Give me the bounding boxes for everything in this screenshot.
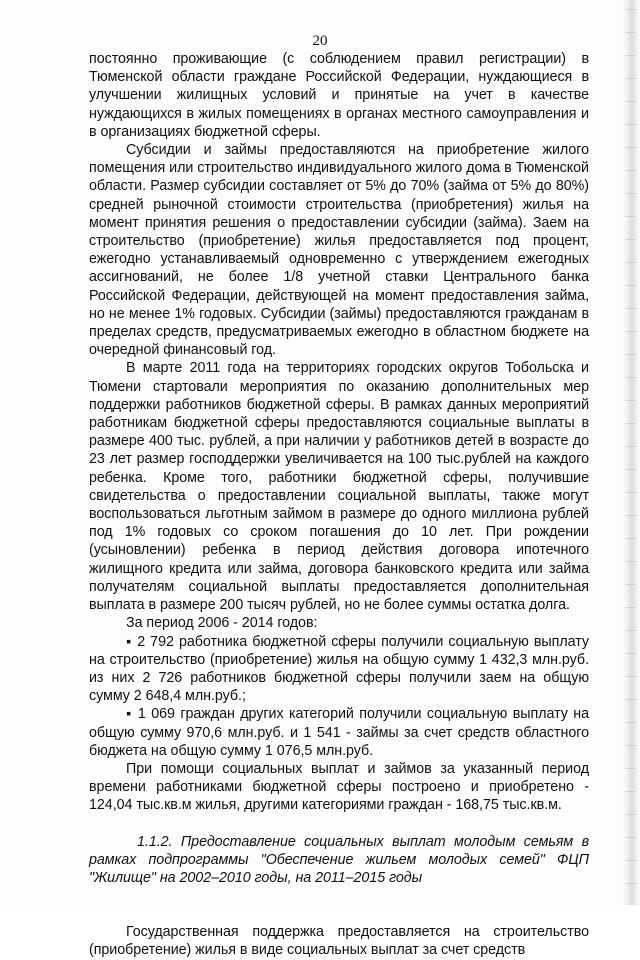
section-heading: 1.1.2. Предоставление социальных выплат молодым семьям в рамках подпрограммы "Обеспечение жильем молодых семей" ФЦП "Жилище" на 2002–2010 годы, на 2011–2015 годы	[89, 833, 589, 886]
page-number: 20	[312, 33, 328, 49]
paragraph-results: При помощи социальных выплат и займов за указанный период времени работниками бюджетной сферы построено и приобретено - 124,04 тыс.кв.м жилья, другими категориями граждан - 168,75 тыс.кв.м.	[89, 760, 589, 814]
paragraph-subsidies: Субсидии и займы предоставляются на приобретение жилого помещения или строительство индивидуального жилого дома в Тюменской области. Размер субсидии составляет от 5% до 70% (займа от 5% до 80%) средней рыночной стоимости строительства (приобретения) жилья на момент принятия решения о предоставлении субсидии (займа). Заем на строительство (приобретение) жилья предоставляется под процент, ежегодно устанавливаемый одновременно с утверждением ежегодных ассигнований, не более 1/8 учетной ставки Центрального банка Российской Федерации, действующей на момент предоставления займа, но не менее 1% годовых. Субсидии (займы) предоставляются гражданам в пределах средств, предусматриваемых ежегодно в областном бюджете на очередной финансовый год.	[89, 142, 589, 359]
paragraph-state-support: Государственная поддержка предоставляется на строительство (приобретение) жилья в виде социальных выплат за счет средств	[89, 924, 589, 959]
scan-edge-marks	[625, 0, 637, 905]
bullet-other-citizens: ▪ 1 069 граждан других категорий получили социальную выплату на общую сумму 970,6 млн.руб. и 1 541 - займы за счет средств областного бюджета на общую сумму 1 076,5 млн.руб.	[89, 706, 589, 759]
paragraph-march-2011: В марте 2011 года на территориях городских округов Тобольска и Тюмени стартовали мероприятия по оказанию дополнительных мер поддержки работников бюджетной сферы. В рамках данных мероприятий работникам бюджетной сферы предоставляются социальные выплаты в размере 400 тыс. рублей, а при наличии у работников детей в возрасте до 23 лет размер господдержки увеличивается на 100 тыс.рублей на каждого ребенка. Кроме того, работники бюджетной сферы, получившие свидетельства о предоставлении социальной выплаты, также могут воспользоваться льготным займом в размере до одного миллиона рублей под 1% годовых со сроком погашения до 10 лет. При рождении (усыновлении) ребенка в период действия договора ипотечного жилищного кредита или займа, договора банковского кредита или займа получателям социальной выплаты предоставляется дополнительная выплата в размере 200 тысяч рублей, но не более суммы остатка долга.	[89, 360, 589, 614]
bullet-budget-workers: ▪ 2 792 работника бюджетной сферы получили социальную выплату на строительство (приобретение) жилья на общую сумму 1 432,3 млн.руб. из них 2 726 работников бюджетной сферы получили заем на общую сумму 2 648,4 млн.руб.;	[89, 633, 589, 705]
paragraph-eligibility: постоянно проживающие (с соблюдением правил регистрации) в Тюменской области граждане Российской Федерации, нуждающиеся в улучшении жилищных условий и принятые на учет в качестве нуждающихся в жилых помещениях в органах местного самоуправления и в организациях бюджетной сферы.	[89, 51, 589, 140]
document-body	[89, 50, 589, 960]
paragraph-period: За период 2006 - 2014 годов:	[126, 615, 318, 632]
